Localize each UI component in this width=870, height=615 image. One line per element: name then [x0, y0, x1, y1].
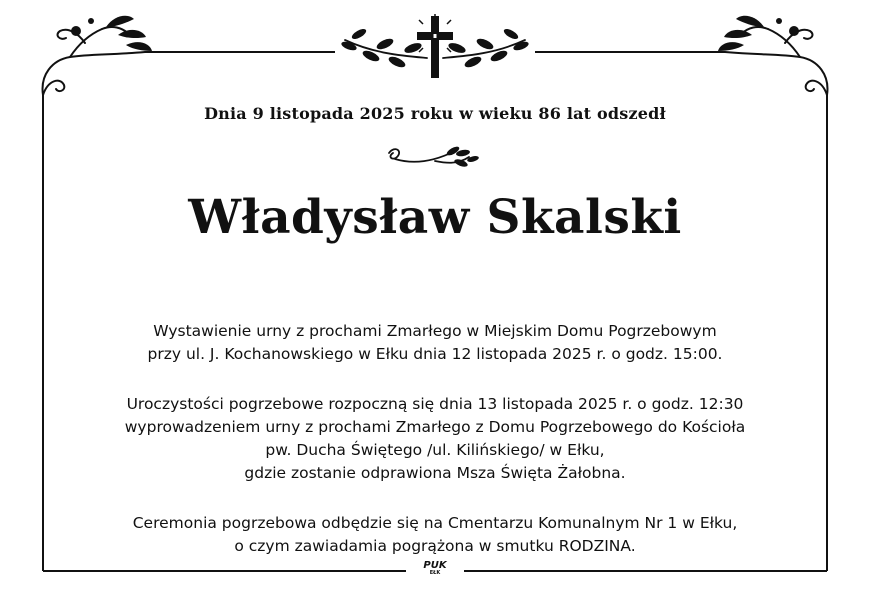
deceased-name: Władysław Skalski: [188, 190, 682, 245]
floral-flourish-icon: [30, 5, 190, 100]
paragraph-line: Ceremonia pogrzebowa odbędzie się na Cmentarzu Komunalnym Nr 1 w Ełku,: [132, 514, 738, 532]
paragraph-line: o czym zawiadamia pogrążona w smutku RODZINA.: [234, 537, 636, 555]
burial-paragraph: [0, 512, 870, 558]
funeral-ceremony-paragraph: [0, 393, 870, 485]
viewing-paragraph: [0, 320, 870, 366]
death-announcement-headline: Dnia 9 listopada 2025 roku w wieku 86 lat odszedł: [204, 104, 666, 123]
paragraph-line: Wystawienie urny z prochami Zmarłego w Miejskim Domu Pogrzebowym: [153, 322, 717, 340]
logo-text: PUK: [423, 560, 447, 571]
paragraph-line: wyprowadzeniem urny z prochami Zmarłego z Domu Pogrzebowego do Kościoła: [124, 418, 746, 436]
floral-flourish-icon: [680, 5, 840, 100]
paragraph-line: pw. Ducha Świętego /ul. Kilińskiego/ w Ełku,: [265, 441, 605, 459]
leaf-sprig-icon: [385, 143, 485, 173]
paragraph-line: gdzie zostanie odprawiona Msza Święta Żałobna.: [244, 464, 626, 482]
cross-with-laurel-branches-icon: [335, 10, 535, 90]
paragraph-line: Uroczystości pogrzebowe rozpoczną się dnia 13 listopada 2025 r. o godz. 12:30: [126, 395, 744, 413]
logo-subtext: EŁK: [429, 570, 441, 576]
puk-logo: [411, 561, 459, 576]
paragraph-line: przy ul. J. Kochanowskiego w Ełku dnia 12 listopada 2025 r. o godz. 15:00.: [147, 345, 723, 363]
